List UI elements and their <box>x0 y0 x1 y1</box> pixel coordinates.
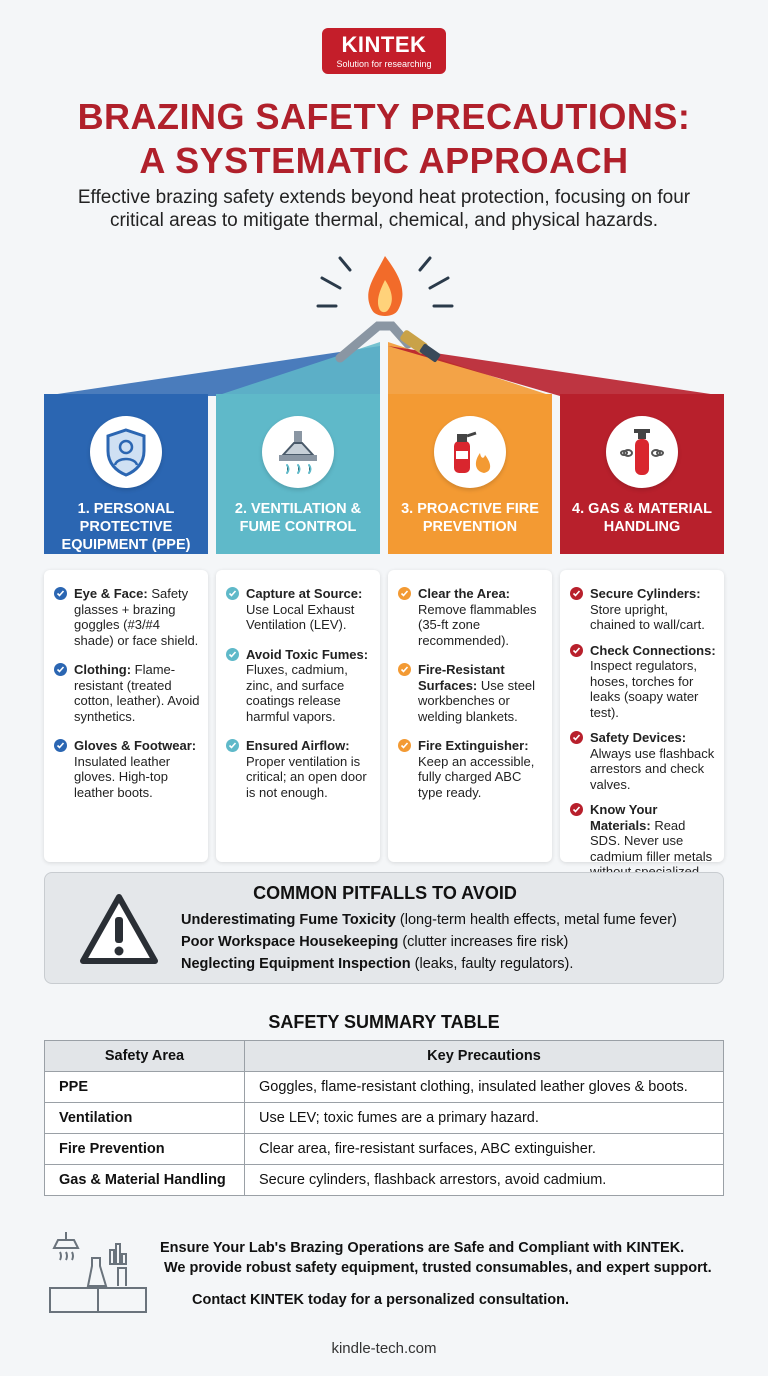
cta-contact: Contact KINTEK today for a personalized consultation. <box>192 1292 570 1308</box>
list-item <box>181 931 721 953</box>
list-item <box>52 662 200 724</box>
list-item <box>181 953 721 975</box>
list-item <box>52 586 200 648</box>
item-text: Insulated leather gloves. High-top leather boots. <box>74 753 171 800</box>
check-icon <box>54 663 67 676</box>
item-text: Inspect regulators, hoses, torches for leaks (soapy water test). <box>590 658 699 720</box>
brand-logo <box>322 28 446 74</box>
item-label: Clothing: <box>74 662 132 677</box>
table-header-cell: Key Precautions <box>245 1041 724 1072</box>
cta-message <box>160 1238 730 1278</box>
exhaust-hood-icon <box>262 416 334 488</box>
card-ventilation-body <box>216 570 380 862</box>
card-ventilation-header <box>216 394 380 554</box>
page-subtitle: Effective brazing safety extends beyond heat protection, focusing on four critical areas to mitigate thermal, chemical, and physical hazards. <box>77 187 691 231</box>
table-cell: Clear area, fire-resistant surfaces, ABC extinguisher. <box>245 1134 724 1165</box>
card-gas-title: 4. GAS & MATERIAL HANDLING <box>572 501 712 535</box>
card-ppe-body <box>44 570 208 862</box>
check-icon <box>398 739 411 752</box>
item-text: Remove flammables (35-ft zone recommended). <box>418 601 537 648</box>
list-item <box>396 662 544 724</box>
item-label: Ensured Airflow: <box>246 738 350 753</box>
check-icon <box>226 587 239 600</box>
table-header-cell: Safety Area <box>45 1041 245 1072</box>
list-item <box>224 738 372 800</box>
cta-line-1: Ensure Your Lab's Brazing Operations are Safe and Compliant with KINTEK. <box>160 1240 685 1256</box>
table-cell: PPE <box>45 1072 245 1103</box>
title-line-1: BRAZING SAFETY PRECAUTIONS: <box>77 96 691 137</box>
warning-icon <box>79 893 159 965</box>
pitfall-label: Poor Workspace Housekeeping <box>181 934 399 950</box>
list-item <box>568 730 716 792</box>
cta-line-2: We provide robust safety equipment, trusted consumables, and expert support. <box>164 1260 712 1276</box>
item-label: Secure Cylinders: <box>590 586 701 601</box>
card-ppe-title: 1. PERSONAL PROTECTIVE EQUIPMENT (PPE) <box>61 501 191 553</box>
check-icon <box>226 648 239 661</box>
item-text: Proper ventilation is critical; an open door is not enough. <box>246 753 367 800</box>
pitfall-label: Neglecting Equipment Inspection <box>181 956 411 972</box>
item-text: Use Local Exhaust Ventilation (LEV). <box>246 601 355 632</box>
fire-extinguisher-icon <box>434 416 506 488</box>
pitfall-text: (leaks, faulty regulators). <box>410 956 574 972</box>
check-icon <box>54 739 67 752</box>
list-item <box>396 586 544 648</box>
item-text: Always use flashback arrestors and check valves. <box>590 745 715 792</box>
list-item <box>568 643 716 721</box>
pitfall-text: (clutter increases fire risk) <box>398 934 569 950</box>
card-gas-body <box>560 570 724 862</box>
table-row <box>45 1134 724 1165</box>
shield-person-icon <box>90 416 162 488</box>
check-icon <box>570 731 583 744</box>
list-item <box>224 586 372 633</box>
item-label: Clear the Area: <box>418 586 510 601</box>
check-icon <box>570 587 583 600</box>
item-label: Know Your Materials: <box>590 802 658 833</box>
card-ppe-header <box>44 394 208 554</box>
list-item <box>52 738 200 800</box>
safety-summary-table <box>44 1040 724 1196</box>
check-icon <box>570 644 583 657</box>
table-cell: Gas & Material Handling <box>45 1165 245 1196</box>
pitfalls-list <box>181 909 721 975</box>
item-label: Fire-Resistant Surfaces: <box>418 662 505 693</box>
table-row <box>45 1072 724 1103</box>
lab-equipment-icon <box>48 1232 148 1314</box>
list-item <box>181 909 721 931</box>
table-header-row <box>45 1041 724 1072</box>
table-cell: Fire Prevention <box>45 1134 245 1165</box>
check-icon <box>226 739 239 752</box>
item-label: Check Connections: <box>590 642 716 658</box>
pitfall-label: Underestimating Fume Toxicity <box>181 912 396 928</box>
item-label: Gloves & Footwear: <box>74 738 197 753</box>
table-cell: Goggles, flame-resistant clothing, insulated leather gloves & boots. <box>245 1072 724 1103</box>
check-icon <box>398 587 411 600</box>
table-row <box>45 1165 724 1196</box>
item-text: Safety glasses + brazing goggles (#3/#4 shade) or face shield. <box>74 586 199 648</box>
item-label: Avoid Toxic Fumes: <box>246 646 369 662</box>
card-gas-header <box>560 394 724 554</box>
list-item <box>224 647 372 725</box>
table-cell: Use LEV; toxic fumes are a primary hazard. <box>245 1103 724 1134</box>
table-row <box>45 1103 724 1134</box>
list-item <box>568 586 716 633</box>
card-fire-title: 3. PROACTIVE FIRE PREVENTION <box>401 501 539 535</box>
item-text: Fluxes, cadmium, zinc, and surface coatings release harmful vapors. <box>246 662 348 724</box>
card-fire-body <box>388 570 552 862</box>
item-text: Flame-resistant (treated cotton, leather). Avoid synthetics. <box>74 662 200 724</box>
list-item <box>396 738 544 800</box>
title-line-2: A SYSTEMATIC APPROACH <box>139 140 629 181</box>
page-title <box>0 95 768 183</box>
table-cell: Ventilation <box>45 1103 245 1134</box>
item-text: Keep an accessible, fully charged ABC type ready. <box>418 753 535 800</box>
check-icon <box>570 803 583 816</box>
item-label: Fire Extinguisher: <box>418 738 529 753</box>
pitfall-text: (long-term health effects, metal fume fever) <box>395 912 677 928</box>
brand-tagline: Solution for researching <box>336 59 432 69</box>
gas-cylinder-icon <box>606 416 678 488</box>
table-cell: Secure cylinders, flashback arrestors, avoid cadmium. <box>245 1165 724 1196</box>
pitfalls-panel <box>44 872 724 984</box>
item-text: Store upright, chained to wall/cart. <box>590 601 705 632</box>
table-title: SAFETY SUMMARY TABLE <box>268 1012 500 1032</box>
item-label: Capture at Source: <box>246 586 363 601</box>
item-label: Eye & Face: <box>74 586 148 601</box>
pitfalls-title: COMMON PITFALLS TO AVOID <box>253 883 517 903</box>
footer-url[interactable]: kindle-tech.com <box>331 1340 437 1357</box>
item-text: Use steel workbenches or welding blankets. <box>418 677 536 724</box>
card-fire-header <box>388 394 552 554</box>
brand-name: KINTEK <box>341 32 427 57</box>
card-ventilation-title: 2. VENTILATION & FUME CONTROL <box>234 501 362 535</box>
item-label: Safety Devices: <box>590 730 687 745</box>
item-text: Read SDS. Never use cadmium filler metals <box>590 817 713 864</box>
check-icon <box>54 587 67 600</box>
check-icon <box>398 663 411 676</box>
brazing-torch-icon <box>300 248 470 368</box>
